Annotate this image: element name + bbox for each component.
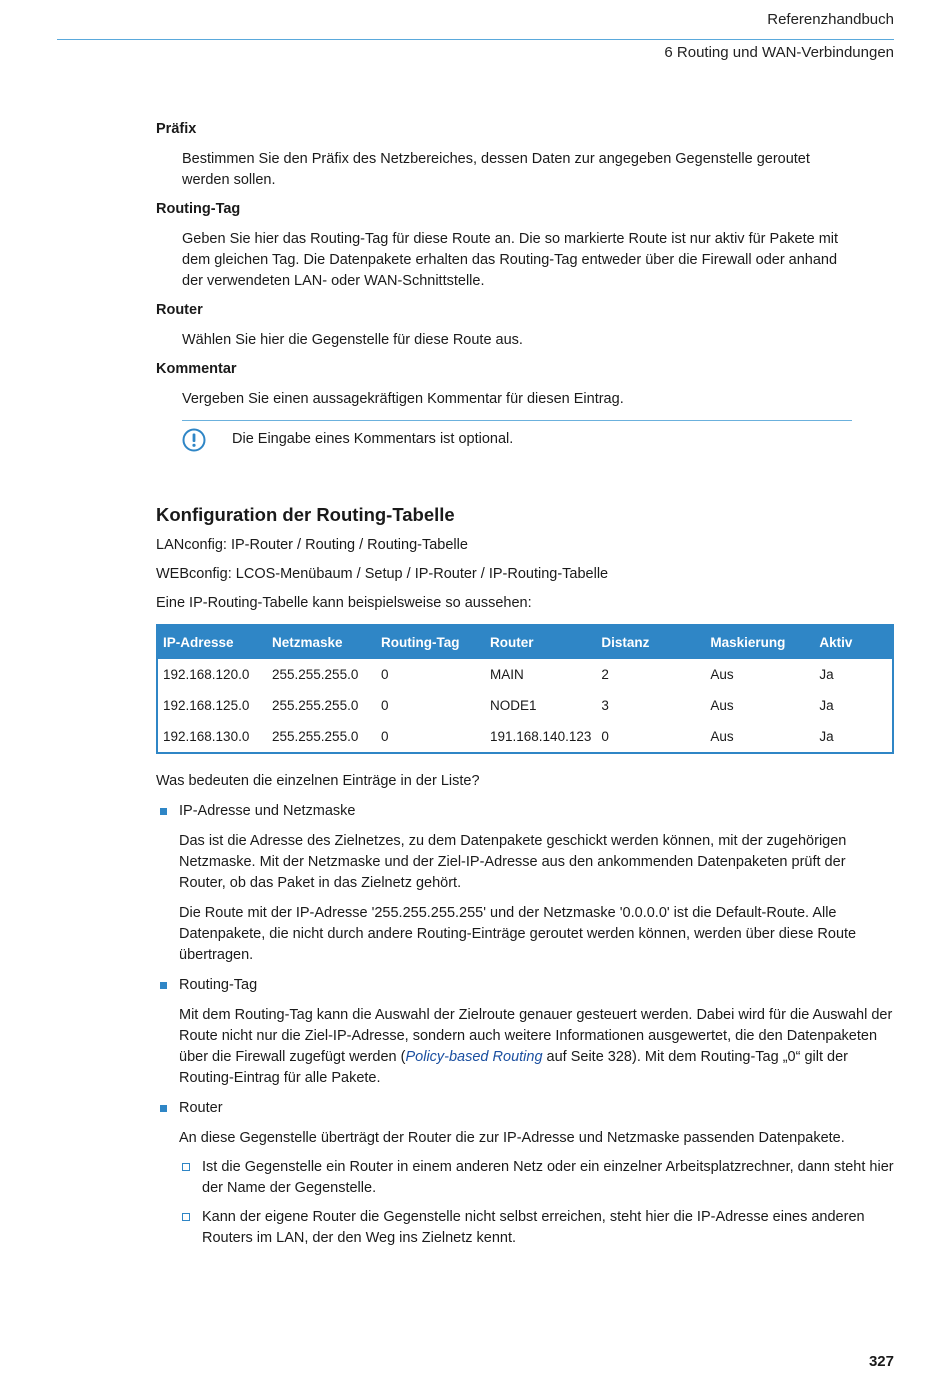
table-cell: Aus xyxy=(710,667,734,682)
bullet-ip-address: IP-Adresse und Netzmaske xyxy=(156,801,894,822)
table-row xyxy=(157,690,893,721)
table-cell: 3 xyxy=(601,698,609,713)
table-cell: 192.168.120.0 xyxy=(163,667,250,682)
sub-bullet-router-name: Ist die Gegenstelle ein Router in einem anderen Netz oder ein einzelner Arbeitsplatzrechner, dann steht hier der Name der Gegenstelle. xyxy=(179,1157,894,1199)
table-cell: 255.255.255.0 xyxy=(272,667,359,682)
note-text: Die Eingabe eines Kommentars ist optional. xyxy=(232,431,514,447)
table-cell: 2 xyxy=(601,667,609,682)
column-header: Aktiv xyxy=(814,625,893,659)
definition-text-router: Wählen Sie hier die Gegenstelle für diese Route aus. xyxy=(182,332,523,348)
definition-term-routing-tag: Routing-Tag xyxy=(156,201,241,217)
sub-bullet-router-ip: Kann der eigene Router die Gegenstelle nicht selbst erreichen, steht hier die IP-Adresse eines anderen Routers im LAN, der den Weg ins Zielnetz kennt. xyxy=(179,1207,894,1249)
definition-text-routing-tag: Geben Sie hier das Routing-Tag für diese Route an. Die so markierte Route ist nur aktiv für Pakete mit dem gleichen Tag. Die Datenpakete erhalten das Routing-Tag entweder über die Firewall oder anhand der verwendeten LAN- oder WAN-Schnittstelle. xyxy=(182,231,839,289)
column-header: Distanz xyxy=(596,625,705,659)
section-heading: Konfiguration der Routing-Tabelle xyxy=(156,504,455,525)
question-text: Was bedeuten die einzelnen Einträge in der Liste? xyxy=(156,773,480,789)
column-header: Routing-Tag xyxy=(376,625,485,659)
header-divider xyxy=(57,39,894,40)
definition-text-kommentar: Vergeben Sie einen aussagekräftigen Kommentar für diesen Eintrag. xyxy=(182,391,624,407)
column-header: IP-Adresse xyxy=(157,625,267,659)
running-header-title: Referenzhandbuch xyxy=(767,11,894,28)
note-box xyxy=(182,428,894,452)
table-row xyxy=(157,659,893,690)
table-cell: Ja xyxy=(819,729,834,744)
column-header: Maskierung xyxy=(705,625,814,659)
table-cell: 0 xyxy=(381,698,389,713)
running-header-chapter: 6 Routing und WAN-Verbindungen xyxy=(664,44,894,61)
definition-term-kommentar: Kommentar xyxy=(156,361,237,377)
definition-text-praefix: Bestimmen Sie den Präfix des Netzbereiches, dessen Daten zur angegeben Gegenstelle geroutet werden sollen. xyxy=(182,151,810,188)
table-cell: 255.255.255.0 xyxy=(272,698,359,713)
bullet-ip-text-1: Das ist die Adresse des Zielnetzes, zu dem Datenpakete geschickt werden können, mit der zugehörigen Netzmaske. Mit der Netzmaske und der Ziel-IP-Adresse aus den ankommenden Datenpaketen prüft der Router, ob das Paket in das Zielnetz gehört. xyxy=(179,833,847,891)
bullet-router-text: An diese Gegenstelle überträgt der Router die zur IP-Adresse und Netzmaske passenden Datenpakete. xyxy=(179,1130,845,1146)
table-intro: Eine IP-Routing-Tabelle kann beispielsweise so aussehen: xyxy=(156,595,532,611)
table-header-row xyxy=(157,625,893,659)
table-cell: MAIN xyxy=(490,667,524,682)
definition-term-router: Router xyxy=(156,302,203,318)
table-cell: 255.255.255.0 xyxy=(272,729,359,744)
bullet-routing-tag-text xyxy=(179,1005,894,1089)
table-cell: 192.168.125.0 xyxy=(163,698,250,713)
bullet-router: Router xyxy=(156,1098,894,1119)
table-cell: Aus xyxy=(710,698,734,713)
table-cell: 192.168.130.0 xyxy=(163,729,250,744)
page-content xyxy=(156,119,894,1249)
routing-tag-text-end: auf Seite 328). Mit dem Routing-Tag „0“ gilt der Routing-Eintrag für alle Pakete. xyxy=(179,1049,848,1086)
table-cell: 0 xyxy=(381,729,389,744)
bullet-ip-text-2: Die Route mit der IP-Adresse '255.255.255.255' und der Netzmaske '0.0.0.0' ist die Default-Route. Alle Datenpakete, die nicht durch andere Routing-Einträge geroutet werden können, werden über diese Route übertragen. xyxy=(179,905,857,963)
table-cell: Aus xyxy=(710,729,734,744)
policy-based-routing-link[interactable]: Policy-based Routing xyxy=(405,1049,543,1065)
page-number: 327 xyxy=(868,1353,894,1370)
routing-table xyxy=(156,624,894,754)
table-row xyxy=(157,721,893,753)
note-divider xyxy=(182,420,852,421)
column-header: Netzmaske xyxy=(267,625,376,659)
table-cell: Ja xyxy=(819,667,834,682)
bullet-routing-tag: Routing-Tag xyxy=(156,975,894,996)
definition-term-praefix: Präfix xyxy=(156,121,197,137)
webconfig-path: WEBconfig: LCOS-Menübaum / Setup / IP-Router / IP-Routing-Tabelle xyxy=(156,566,609,582)
table-cell: 0 xyxy=(381,667,389,682)
warning-icon xyxy=(182,428,206,452)
table-cell: Ja xyxy=(819,698,834,713)
column-header: Router xyxy=(485,625,596,659)
table-cell: 0 xyxy=(601,729,609,744)
table-cell: NODE1 xyxy=(490,698,537,713)
routing-tag-text-start: Mit dem Routing-Tag kann die Auswahl der Zielroute genauer gesteuert werden. Dabei wird für die Auswahl der Route nicht nur die Ziel-IP-Adresse, sondern auch weitere Informationen ausgewertet, die den Datenpaketen über die Firewall zugefügt werden ( xyxy=(179,1007,893,1065)
table-cell: 191.168.140.123 xyxy=(490,729,592,744)
lanconfig-path: LANconfig: IP-Router / Routing / Routing-Tabelle xyxy=(156,537,468,553)
